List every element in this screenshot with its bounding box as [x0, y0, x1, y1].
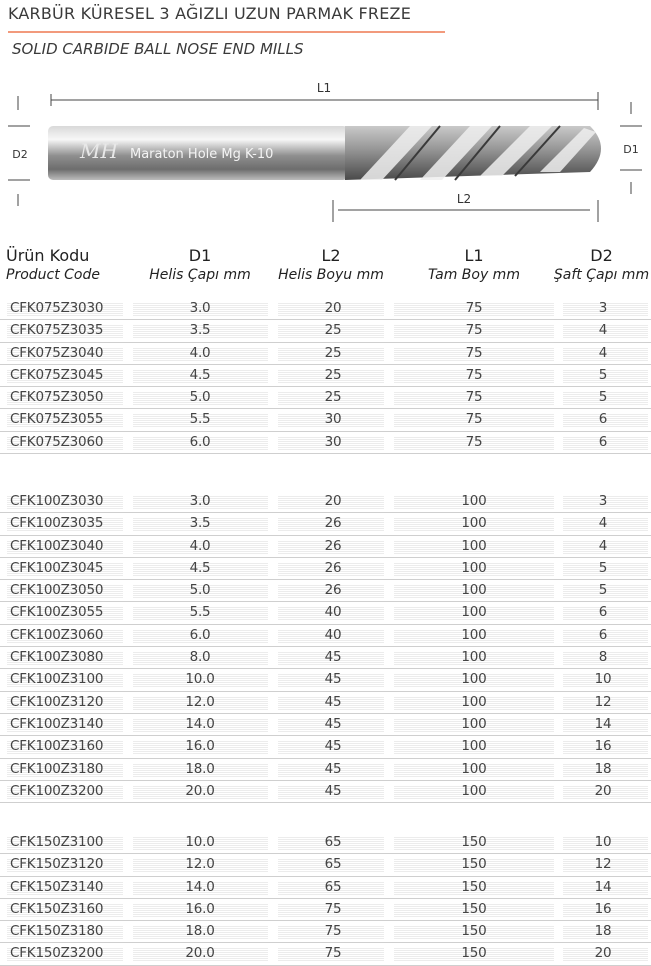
cell-l2: 20	[324, 300, 342, 316]
cell-code: CFK150Z3100	[10, 834, 104, 850]
product-group-75	[0, 298, 651, 454]
table-row	[0, 736, 651, 758]
table-row	[0, 536, 651, 558]
cell-l1: 100	[461, 604, 487, 621]
cell-d1: 4.5	[189, 366, 211, 383]
cell-code: CFK100Z3180	[10, 760, 104, 777]
cell-d2: 5	[598, 559, 608, 576]
cell-l2: 40	[324, 604, 342, 621]
cell-d2: 10	[594, 834, 612, 850]
cell-d1: 3.5	[189, 515, 211, 532]
cell-code: CFK100Z3200	[10, 782, 104, 799]
cell-d1: 5.5	[189, 604, 211, 621]
table-row	[0, 899, 651, 921]
cell-l2: 25	[324, 322, 342, 339]
cell-l2: 45	[324, 738, 342, 755]
cell-l1: 75	[465, 433, 483, 450]
cell-code: CFK075Z3050	[10, 389, 104, 406]
cell-l2: 75	[324, 923, 342, 940]
column-header-l2-main: L2	[321, 246, 341, 265]
cell-l1: 75	[465, 322, 483, 339]
cell-code: CFK075Z3030	[10, 300, 104, 316]
cell-code: CFK075Z3060	[10, 433, 104, 450]
dimension-d2-label: D2	[12, 148, 28, 161]
cell-l2: 26	[324, 515, 342, 532]
cell-l2: 45	[324, 760, 342, 777]
table-row	[0, 365, 651, 387]
cell-d1: 3.5	[189, 322, 211, 339]
cell-l1: 100	[461, 760, 487, 777]
cell-l1: 75	[465, 389, 483, 406]
table-row	[0, 625, 651, 647]
cell-l2: 45	[324, 693, 342, 710]
cell-code: CFK100Z3040	[10, 537, 104, 554]
cell-l1: 75	[465, 344, 483, 361]
cell-l2: 65	[324, 878, 342, 895]
table-row	[0, 669, 651, 691]
cell-d2: 16	[594, 900, 612, 917]
cell-d2: 6	[598, 433, 608, 450]
cell-l2: 75	[324, 900, 342, 917]
cell-code: CFK150Z3180	[10, 923, 104, 940]
table-row	[0, 320, 651, 342]
cell-l2: 30	[324, 411, 342, 428]
dimension-l1-label: L1	[316, 82, 332, 95]
cell-d2: 10	[594, 671, 612, 688]
cell-code: CFK150Z3140	[10, 878, 104, 895]
page-subtitle: SOLID CARBIDE BALL NOSE END MILLS	[12, 40, 304, 58]
cell-d2: 4	[598, 344, 608, 361]
cell-l1: 100	[461, 559, 487, 576]
cell-d1: 12.0	[185, 856, 215, 873]
cell-d1: 14.0	[185, 715, 215, 732]
page-title: KARBÜR KÜRESEL 3 AĞIZLI UZUN PARMAK FREZE	[8, 4, 412, 23]
table-row	[0, 759, 651, 781]
cell-l2: 25	[324, 389, 342, 406]
cell-d1: 6.0	[189, 626, 211, 643]
cell-code: CFK100Z3055	[10, 604, 104, 621]
cell-d2: 6	[598, 411, 608, 428]
cell-d1: 4.0	[189, 344, 211, 361]
cell-code: CFK150Z3200	[10, 945, 104, 962]
cell-code: CFK100Z3030	[10, 493, 104, 509]
cell-l1: 150	[461, 923, 487, 940]
cell-d2: 14	[594, 715, 612, 732]
cell-d1: 14.0	[185, 878, 215, 895]
cell-d2: 8	[598, 649, 608, 666]
table-row	[0, 921, 651, 943]
cell-l1: 100	[461, 782, 487, 799]
brand-logo: MH	[80, 139, 118, 163]
column-header-code-sub: Product Code	[6, 267, 101, 283]
cell-code: CFK100Z3120	[10, 693, 104, 710]
cell-l1: 100	[461, 626, 487, 643]
cell-l2: 45	[324, 782, 342, 799]
cell-code: CFK100Z3060	[10, 626, 104, 643]
table-row	[0, 558, 651, 580]
cell-d2: 18	[594, 760, 612, 777]
cell-d1: 3.0	[189, 300, 211, 316]
cell-code: CFK150Z3120	[10, 856, 104, 873]
cell-code: CFK100Z3100	[10, 671, 104, 688]
table-row	[0, 513, 651, 535]
cell-code: CFK150Z3160	[10, 900, 104, 917]
cell-d1: 5.0	[189, 389, 211, 406]
cell-code: CFK100Z3080	[10, 649, 104, 666]
cell-d1: 5.5	[189, 411, 211, 428]
cell-d2: 5	[598, 582, 608, 599]
column-header-d1	[130, 246, 270, 283]
table-row	[0, 692, 651, 714]
cell-l1: 150	[461, 878, 487, 895]
table-row	[0, 298, 651, 320]
column-header-l1-main: L1	[464, 246, 484, 265]
table-row	[0, 491, 651, 513]
table-row	[0, 854, 651, 876]
cell-d2: 14	[594, 878, 612, 895]
cell-l2: 26	[324, 582, 342, 599]
cell-d1: 10.0	[185, 671, 215, 688]
end-mill-diagram	[0, 82, 651, 222]
cell-l2: 65	[324, 834, 342, 850]
cell-l1: 150	[461, 856, 487, 873]
cell-code: CFK075Z3035	[10, 322, 104, 339]
column-header-code-main: Ürün Kodu	[6, 246, 90, 265]
cell-l1: 100	[461, 715, 487, 732]
cell-l2: 65	[324, 856, 342, 873]
table-row	[0, 387, 651, 409]
column-header-l1	[404, 246, 544, 283]
cell-code: CFK100Z3050	[10, 582, 104, 599]
table-row	[0, 343, 651, 365]
column-header-d2-main: D2	[590, 246, 613, 265]
cell-l2: 45	[324, 715, 342, 732]
table-row	[0, 832, 651, 854]
cell-l1: 100	[461, 493, 487, 509]
cell-d1: 10.0	[185, 834, 215, 850]
cell-l2: 30	[324, 433, 342, 450]
cell-l1: 75	[465, 300, 483, 316]
column-header-l1-sub: Tam Boy mm	[428, 267, 520, 283]
cell-code: CFK075Z3040	[10, 344, 104, 361]
table-row	[0, 877, 651, 899]
cell-l1: 100	[461, 671, 487, 688]
cell-l1: 150	[461, 834, 487, 850]
cell-d1: 20.0	[185, 782, 215, 799]
cell-d1: 16.0	[185, 900, 215, 917]
cell-l2: 75	[324, 945, 342, 962]
cell-d2: 5	[598, 366, 608, 383]
cell-d1: 16.0	[185, 738, 215, 755]
cell-d2: 4	[598, 515, 608, 532]
cell-code: CFK075Z3045	[10, 366, 104, 383]
cell-d1: 3.0	[189, 493, 211, 509]
cell-d2: 18	[594, 923, 612, 940]
cell-d1: 4.5	[189, 559, 211, 576]
product-group-100	[0, 491, 651, 803]
cell-l1: 100	[461, 738, 487, 755]
cell-code: CFK100Z3045	[10, 559, 104, 576]
cell-d1: 6.0	[189, 433, 211, 450]
cell-d2: 12	[594, 693, 612, 710]
table-row	[0, 602, 651, 624]
cell-d1: 12.0	[185, 693, 215, 710]
dimension-d1-label: D1	[623, 143, 639, 156]
column-header-l2	[270, 246, 392, 283]
cell-l2: 45	[324, 671, 342, 688]
table-row	[0, 781, 651, 803]
cell-l1: 100	[461, 582, 487, 599]
cell-d1: 4.0	[189, 537, 211, 554]
cell-d1: 8.0	[189, 649, 211, 666]
brand-text: Maraton Hole Mg K-10	[130, 147, 274, 162]
cell-l1: 100	[461, 693, 487, 710]
cell-l2: 45	[324, 649, 342, 666]
cell-l1: 75	[465, 411, 483, 428]
cell-d2: 4	[598, 537, 608, 554]
cell-d2: 20	[594, 945, 612, 962]
cell-d1: 20.0	[185, 945, 215, 962]
table-row	[0, 647, 651, 669]
cell-d2: 12	[594, 856, 612, 873]
cell-l2: 25	[324, 366, 342, 383]
cell-l2: 26	[324, 537, 342, 554]
cell-code: CFK075Z3055	[10, 411, 104, 428]
cell-l2: 26	[324, 559, 342, 576]
cell-d2: 4	[598, 322, 608, 339]
column-header-l2-sub: Helis Boyu mm	[278, 267, 384, 283]
product-group-150	[0, 832, 651, 966]
title-underline	[8, 31, 445, 33]
table-row	[0, 580, 651, 602]
cell-l2: 25	[324, 344, 342, 361]
column-header-d2-sub: Şaft Çapı mm	[553, 267, 650, 283]
column-header-code	[6, 246, 100, 283]
table-row	[0, 409, 651, 431]
table-row	[0, 714, 651, 736]
column-header-d1-main: D1	[188, 246, 212, 265]
cell-l1: 150	[461, 900, 487, 917]
column-header-d2	[552, 246, 651, 283]
cell-l1: 150	[461, 945, 487, 962]
cell-d2: 20	[594, 782, 612, 799]
cell-d1: 18.0	[185, 923, 215, 940]
cell-d2: 16	[594, 738, 612, 755]
cell-l1: 100	[461, 649, 487, 666]
cell-d2: 3	[598, 493, 608, 509]
cell-code: CFK100Z3160	[10, 738, 104, 755]
cell-l1: 75	[465, 366, 483, 383]
cell-d2: 6	[598, 604, 608, 621]
dimension-l2-label: L2	[456, 192, 472, 206]
cell-d2: 6	[598, 626, 608, 643]
table-row	[0, 943, 651, 965]
cell-d1: 5.0	[189, 582, 211, 599]
cell-d2: 3	[598, 300, 608, 316]
cell-code: CFK100Z3035	[10, 515, 104, 532]
cell-l1: 100	[461, 515, 487, 532]
cell-l2: 20	[324, 493, 342, 509]
table-row	[0, 432, 651, 454]
cell-code: CFK100Z3140	[10, 715, 104, 732]
cell-d1: 18.0	[185, 760, 215, 777]
cell-d2: 5	[598, 389, 608, 406]
cell-l2: 40	[324, 626, 342, 643]
cell-l1: 100	[461, 537, 487, 554]
column-header-d1-sub: Helis Çapı mm	[149, 267, 251, 283]
